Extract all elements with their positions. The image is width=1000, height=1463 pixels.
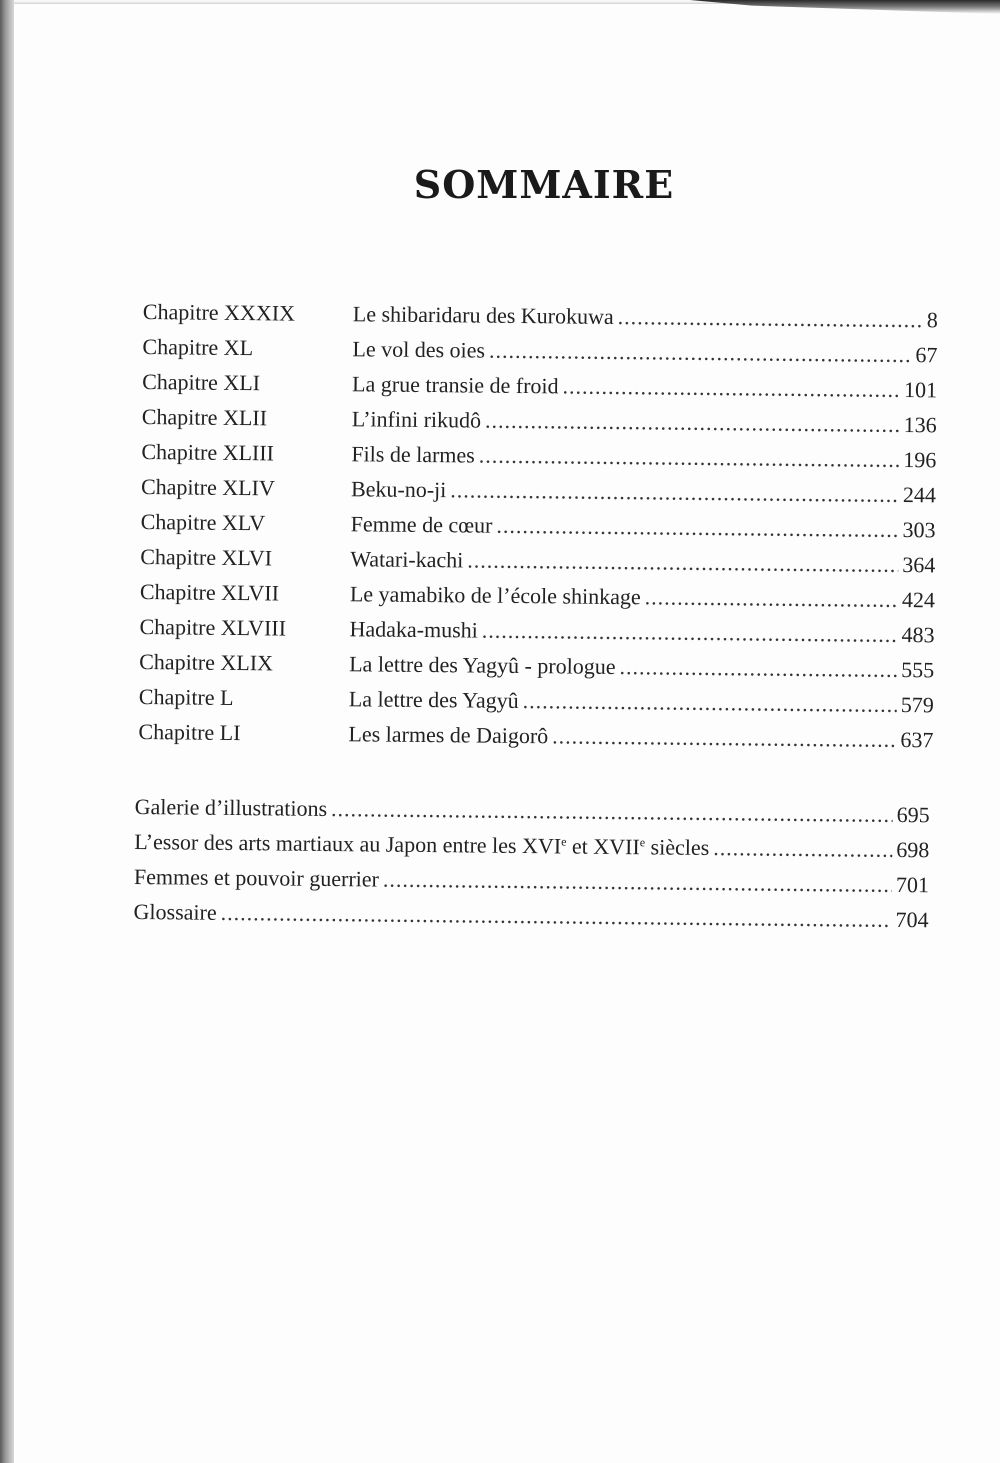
chapter-page-number: 136 (903, 412, 937, 438)
chapter-page-number: 579 (900, 691, 934, 718)
appendix-title (134, 827, 709, 863)
chapter-title: L’infini rikudô (351, 406, 482, 433)
appendix-page-number: 704 (895, 906, 929, 933)
toc-chapter-row (141, 507, 936, 545)
dot-leader (221, 898, 892, 935)
dot-leader (331, 794, 893, 830)
chapter-page-number: 244 (902, 482, 937, 508)
appendix-title-part: siècles (644, 834, 710, 860)
dot-leader (496, 511, 899, 545)
toc-appendix-row (135, 792, 930, 830)
chapter-label: Chapitre XLI (142, 369, 261, 396)
toc-appendix-row (134, 827, 929, 865)
chapter-page-number: 196 (903, 447, 937, 473)
toc-chapter-row (139, 612, 934, 650)
toc-chapter-row (138, 717, 933, 755)
appendix-title: Femmes et pouvoir guerrier (133, 863, 380, 892)
chapter-label: Chapitre XLII (141, 404, 268, 431)
chapter-title: Hadaka-mushi (349, 616, 478, 643)
toc-chapter-row (140, 577, 935, 615)
chapter-label: Chapitre XLVI (140, 544, 273, 571)
toc-chapter-row (142, 332, 937, 370)
page-title: SOMMAIRE (413, 162, 675, 207)
chapter-page-number: 67 (915, 342, 938, 368)
chapter-title: Le vol des oies (352, 336, 486, 363)
toc-chapter-row (141, 437, 936, 475)
chapter-label: Chapitre XLIX (139, 649, 274, 676)
chapter-title: Le shibaridaru des Kurokuwa (352, 301, 614, 329)
chapter-page-number: 483 (901, 621, 935, 648)
chapter-page-number: 424 (901, 586, 936, 613)
dot-leader (645, 582, 899, 615)
superscript: e (639, 835, 646, 850)
toc-chapter-row (142, 367, 937, 405)
appendix-page-number: 701 (895, 871, 930, 898)
chapter-label: Chapitre XLVIII (139, 614, 287, 641)
chapter-label: Chapitre XLVII (139, 579, 280, 606)
chapter-label: Chapitre XL (142, 334, 254, 361)
dot-leader (523, 686, 897, 720)
chapter-page-number: 637 (900, 726, 934, 753)
chapter-label: Chapitre XLIII (141, 439, 275, 466)
chapter-page-number: 8 (926, 307, 938, 333)
dot-leader (619, 652, 897, 685)
toc-chapter-row (139, 682, 934, 720)
chapter-title: La lettre des Yagyû (348, 686, 519, 713)
chapter-page-number: 101 (903, 377, 938, 403)
dot-leader (618, 302, 923, 335)
appendix-title: Galerie d’illustrations (134, 793, 328, 821)
chapter-title: Le yamabiko de l’école shinkage (349, 581, 641, 610)
toc-appendix-row (133, 897, 928, 935)
chapter-title: La lettre des Yagyû - prologue (349, 651, 616, 679)
chapter-page-number: 303 (902, 516, 936, 543)
toc-chapter-row (141, 472, 936, 510)
appendix-title-part: L’essor des arts martiaux au Japon entre les XVI (134, 828, 562, 859)
dot-leader (552, 721, 897, 755)
appendix-page-number: 698 (896, 836, 930, 863)
chapter-title: Beku-no-ji (350, 476, 447, 503)
chapter-title: Watari-kachi (350, 546, 464, 573)
dot-leader (485, 406, 900, 440)
toc-chapter-row (142, 402, 937, 440)
chapter-page-number: 555 (901, 656, 935, 683)
dot-leader (713, 833, 892, 865)
chapter-label: Chapitre LI (138, 719, 241, 746)
dot-leader (562, 371, 900, 405)
chapter-label: Chapitre XLIV (140, 474, 275, 501)
dot-leader (383, 865, 892, 900)
appendix-title-part: et XVII (566, 833, 640, 860)
dot-leader (489, 336, 912, 370)
chapter-page-number: 364 (902, 551, 936, 578)
chapter-label: Chapitre XLV (140, 509, 266, 536)
toc-chapter-row (139, 647, 934, 685)
dot-leader (450, 475, 899, 510)
appendix-title: Glossaire (133, 898, 217, 925)
dot-leader (479, 441, 900, 475)
dot-leader (482, 616, 898, 650)
chapter-title: La grue transie de froid (352, 371, 559, 399)
chapter-label: Chapitre XXXIX (142, 299, 296, 326)
chapter-title: Fils de larmes (351, 441, 475, 468)
superscript: e (561, 834, 567, 849)
chapter-label: Chapitre L (138, 684, 234, 711)
toc-appendix-row (134, 862, 929, 900)
dot-leader (467, 545, 898, 580)
appendix-page-number: 695 (896, 801, 930, 828)
toc-chapter-row (140, 542, 935, 580)
chapter-title: Les larmes de Daigorô (348, 721, 549, 749)
toc-chapter-row (143, 297, 938, 335)
chapter-title: Femme de cœur (350, 511, 493, 538)
